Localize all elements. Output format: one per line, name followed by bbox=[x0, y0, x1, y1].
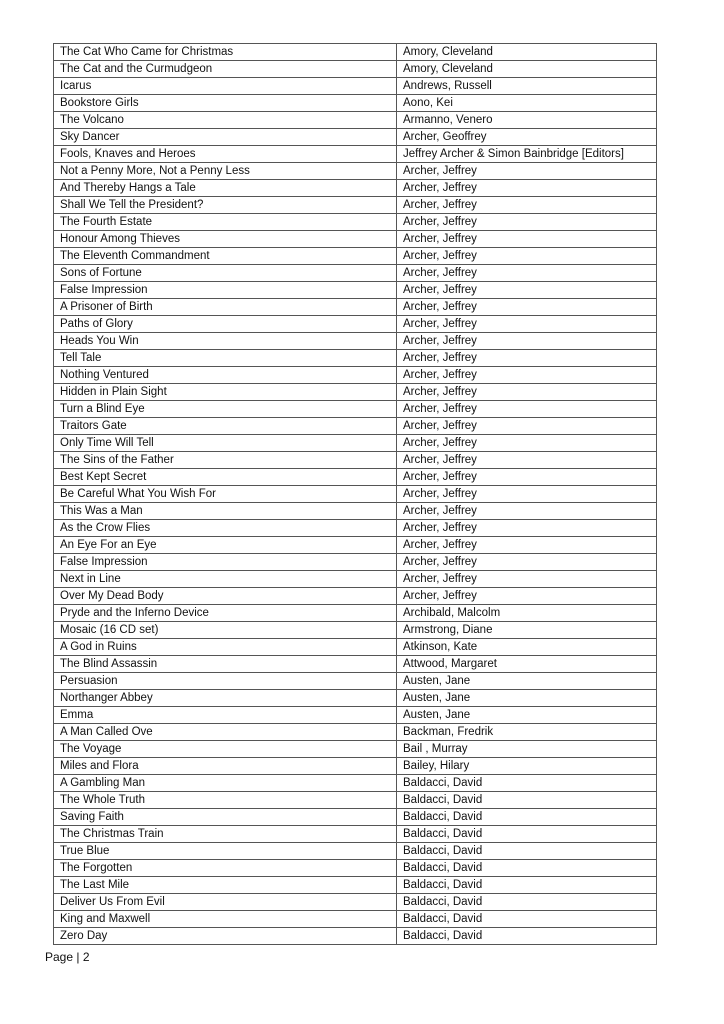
book-title-cell: Over My Dead Body bbox=[54, 588, 397, 605]
book-author-cell: Baldacci, David bbox=[397, 826, 657, 843]
book-author-cell: Archer, Jeffrey bbox=[397, 554, 657, 571]
book-author-cell: Archer, Jeffrey bbox=[397, 435, 657, 452]
page-number: 2 bbox=[82, 950, 90, 964]
book-title-cell: Mosaic (16 CD set) bbox=[54, 622, 397, 639]
table-row bbox=[54, 282, 657, 299]
book-title-cell: Icarus bbox=[54, 78, 397, 95]
book-author-cell: Archer, Jeffrey bbox=[397, 265, 657, 282]
table-row bbox=[54, 401, 657, 418]
table-row bbox=[54, 860, 657, 877]
table-row bbox=[54, 180, 657, 197]
book-title-cell: Shall We Tell the President? bbox=[54, 197, 397, 214]
table-row bbox=[54, 129, 657, 146]
book-author-cell: Attwood, Margaret bbox=[397, 656, 657, 673]
table-row bbox=[54, 554, 657, 571]
book-title-cell: The Fourth Estate bbox=[54, 214, 397, 231]
book-title-cell: Turn a Blind Eye bbox=[54, 401, 397, 418]
table-row bbox=[54, 758, 657, 775]
book-author-cell: Baldacci, David bbox=[397, 877, 657, 894]
book-title-cell: The Voyage bbox=[54, 741, 397, 758]
book-list-table bbox=[53, 43, 657, 945]
table-row bbox=[54, 231, 657, 248]
book-list-body bbox=[54, 44, 657, 945]
book-author-cell: Archer, Jeffrey bbox=[397, 537, 657, 554]
book-author-cell: Archer, Jeffrey bbox=[397, 163, 657, 180]
book-author-cell: Armstrong, Diane bbox=[397, 622, 657, 639]
book-author-cell: Austen, Jane bbox=[397, 673, 657, 690]
book-author-cell: Archer, Jeffrey bbox=[397, 520, 657, 537]
book-title-cell: An Eye For an Eye bbox=[54, 537, 397, 554]
book-title-cell: Emma bbox=[54, 707, 397, 724]
book-title-cell: A God in Ruins bbox=[54, 639, 397, 656]
table-row bbox=[54, 741, 657, 758]
table-row bbox=[54, 826, 657, 843]
table-row bbox=[54, 656, 657, 673]
book-title-cell: A Gambling Man bbox=[54, 775, 397, 792]
table-row bbox=[54, 809, 657, 826]
book-author-cell: Archer, Jeffrey bbox=[397, 180, 657, 197]
table-row bbox=[54, 588, 657, 605]
book-author-cell: Archer, Jeffrey bbox=[397, 571, 657, 588]
table-row bbox=[54, 639, 657, 656]
book-author-cell: Jeffrey Archer & Simon Bainbridge [Editors] bbox=[397, 146, 657, 163]
book-author-cell: Archer, Jeffrey bbox=[397, 469, 657, 486]
book-title-cell: The Sins of the Father bbox=[54, 452, 397, 469]
table-row bbox=[54, 843, 657, 860]
book-author-cell: Archer, Jeffrey bbox=[397, 299, 657, 316]
table-row bbox=[54, 707, 657, 724]
book-title-cell: Tell Tale bbox=[54, 350, 397, 367]
book-author-cell: Archer, Jeffrey bbox=[397, 384, 657, 401]
book-title-cell: The Cat and the Curmudgeon bbox=[54, 61, 397, 78]
book-author-cell: Bailey, Hilary bbox=[397, 758, 657, 775]
book-title-cell: Only Time Will Tell bbox=[54, 435, 397, 452]
book-title-cell: A Prisoner of Birth bbox=[54, 299, 397, 316]
table-row bbox=[54, 571, 657, 588]
book-title-cell: Fools, Knaves and Heroes bbox=[54, 146, 397, 163]
book-author-cell: Archer, Jeffrey bbox=[397, 367, 657, 384]
book-title-cell: Saving Faith bbox=[54, 809, 397, 826]
book-title-cell: The Volcano bbox=[54, 112, 397, 129]
book-title-cell: King and Maxwell bbox=[54, 911, 397, 928]
book-title-cell: The Eleventh Commandment bbox=[54, 248, 397, 265]
table-row bbox=[54, 112, 657, 129]
book-author-cell: Baldacci, David bbox=[397, 792, 657, 809]
book-title-cell: False Impression bbox=[54, 282, 397, 299]
table-row bbox=[54, 248, 657, 265]
book-author-cell: Armanno, Venero bbox=[397, 112, 657, 129]
table-row bbox=[54, 894, 657, 911]
book-author-cell: Baldacci, David bbox=[397, 911, 657, 928]
book-author-cell: Baldacci, David bbox=[397, 809, 657, 826]
book-author-cell: Archer, Jeffrey bbox=[397, 350, 657, 367]
book-author-cell: Austen, Jane bbox=[397, 690, 657, 707]
book-title-cell: As the Crow Flies bbox=[54, 520, 397, 537]
book-author-cell: Archer, Jeffrey bbox=[397, 452, 657, 469]
book-author-cell: Archer, Jeffrey bbox=[397, 418, 657, 435]
book-title-cell: The Christmas Train bbox=[54, 826, 397, 843]
book-author-cell: Austen, Jane bbox=[397, 707, 657, 724]
book-author-cell: Archer, Jeffrey bbox=[397, 588, 657, 605]
book-author-cell: Bail , Murray bbox=[397, 741, 657, 758]
table-row bbox=[54, 792, 657, 809]
book-title-cell: Sons of Fortune bbox=[54, 265, 397, 282]
book-author-cell: Archibald, Malcolm bbox=[397, 605, 657, 622]
table-row bbox=[54, 911, 657, 928]
book-author-cell: Archer, Jeffrey bbox=[397, 214, 657, 231]
table-row bbox=[54, 214, 657, 231]
book-title-cell: Sky Dancer bbox=[54, 129, 397, 146]
book-title-cell: Persuasion bbox=[54, 673, 397, 690]
book-author-cell: Archer, Jeffrey bbox=[397, 231, 657, 248]
table-row bbox=[54, 95, 657, 112]
book-title-cell: Paths of Glory bbox=[54, 316, 397, 333]
table-row bbox=[54, 333, 657, 350]
table-row bbox=[54, 384, 657, 401]
book-author-cell: Archer, Jeffrey bbox=[397, 486, 657, 503]
book-title-cell: Honour Among Thieves bbox=[54, 231, 397, 248]
book-author-cell: Archer, Jeffrey bbox=[397, 503, 657, 520]
table-row bbox=[54, 197, 657, 214]
book-title-cell: Hidden in Plain Sight bbox=[54, 384, 397, 401]
table-row bbox=[54, 537, 657, 554]
book-author-cell: Atkinson, Kate bbox=[397, 639, 657, 656]
table-row bbox=[54, 690, 657, 707]
book-title-cell: Zero Day bbox=[54, 928, 397, 945]
book-title-cell: Nothing Ventured bbox=[54, 367, 397, 384]
book-author-cell: Baldacci, David bbox=[397, 775, 657, 792]
book-title-cell: Deliver Us From Evil bbox=[54, 894, 397, 911]
table-row bbox=[54, 775, 657, 792]
page-label: Page bbox=[45, 950, 74, 964]
book-author-cell: Andrews, Russell bbox=[397, 78, 657, 95]
book-author-cell: Archer, Jeffrey bbox=[397, 316, 657, 333]
table-row bbox=[54, 61, 657, 78]
book-title-cell: Heads You Win bbox=[54, 333, 397, 350]
book-title-cell: Best Kept Secret bbox=[54, 469, 397, 486]
book-title-cell: Be Careful What You Wish For bbox=[54, 486, 397, 503]
table-row bbox=[54, 146, 657, 163]
book-title-cell: True Blue bbox=[54, 843, 397, 860]
book-author-cell: Baldacci, David bbox=[397, 928, 657, 945]
book-author-cell: Baldacci, David bbox=[397, 843, 657, 860]
table-row bbox=[54, 452, 657, 469]
book-title-cell: The Whole Truth bbox=[54, 792, 397, 809]
table-row bbox=[54, 44, 657, 61]
table-row bbox=[54, 78, 657, 95]
page-footer bbox=[45, 948, 90, 966]
book-title-cell: Northanger Abbey bbox=[54, 690, 397, 707]
table-row bbox=[54, 503, 657, 520]
table-row bbox=[54, 163, 657, 180]
book-title-cell: Next in Line bbox=[54, 571, 397, 588]
table-row bbox=[54, 367, 657, 384]
book-title-cell: The Blind Assassin bbox=[54, 656, 397, 673]
book-title-cell: The Cat Who Came for Christmas bbox=[54, 44, 397, 61]
table-row bbox=[54, 265, 657, 282]
table-row bbox=[54, 673, 657, 690]
book-author-cell: Amory, Cleveland bbox=[397, 44, 657, 61]
book-author-cell: Archer, Geoffrey bbox=[397, 129, 657, 146]
book-author-cell: Baldacci, David bbox=[397, 860, 657, 877]
table-row bbox=[54, 520, 657, 537]
table-row bbox=[54, 469, 657, 486]
book-title-cell: And Thereby Hangs a Tale bbox=[54, 180, 397, 197]
book-title-cell: This Was a Man bbox=[54, 503, 397, 520]
table-row bbox=[54, 877, 657, 894]
book-author-cell: Backman, Fredrik bbox=[397, 724, 657, 741]
book-title-cell: False Impression bbox=[54, 554, 397, 571]
book-author-cell: Aono, Kei bbox=[397, 95, 657, 112]
book-author-cell: Archer, Jeffrey bbox=[397, 333, 657, 350]
book-title-cell: Bookstore Girls bbox=[54, 95, 397, 112]
table-row bbox=[54, 605, 657, 622]
book-author-cell: Archer, Jeffrey bbox=[397, 401, 657, 418]
table-row bbox=[54, 486, 657, 503]
book-title-cell: Miles and Flora bbox=[54, 758, 397, 775]
table-row bbox=[54, 299, 657, 316]
table-row bbox=[54, 350, 657, 367]
book-title-cell: The Last Mile bbox=[54, 877, 397, 894]
book-title-cell: Traitors Gate bbox=[54, 418, 397, 435]
book-title-cell: The Forgotten bbox=[54, 860, 397, 877]
book-author-cell: Baldacci, David bbox=[397, 894, 657, 911]
table-row bbox=[54, 418, 657, 435]
table-row bbox=[54, 316, 657, 333]
book-title-cell: Not a Penny More, Not a Penny Less bbox=[54, 163, 397, 180]
table-row bbox=[54, 622, 657, 639]
page-separator: | bbox=[76, 950, 80, 964]
table-row bbox=[54, 724, 657, 741]
book-author-cell: Archer, Jeffrey bbox=[397, 282, 657, 299]
book-title-cell: A Man Called Ove bbox=[54, 724, 397, 741]
book-author-cell: Amory, Cleveland bbox=[397, 61, 657, 78]
book-author-cell: Archer, Jeffrey bbox=[397, 248, 657, 265]
book-author-cell: Archer, Jeffrey bbox=[397, 197, 657, 214]
book-title-cell: Pryde and the Inferno Device bbox=[54, 605, 397, 622]
table-row bbox=[54, 435, 657, 452]
table-row bbox=[54, 928, 657, 945]
